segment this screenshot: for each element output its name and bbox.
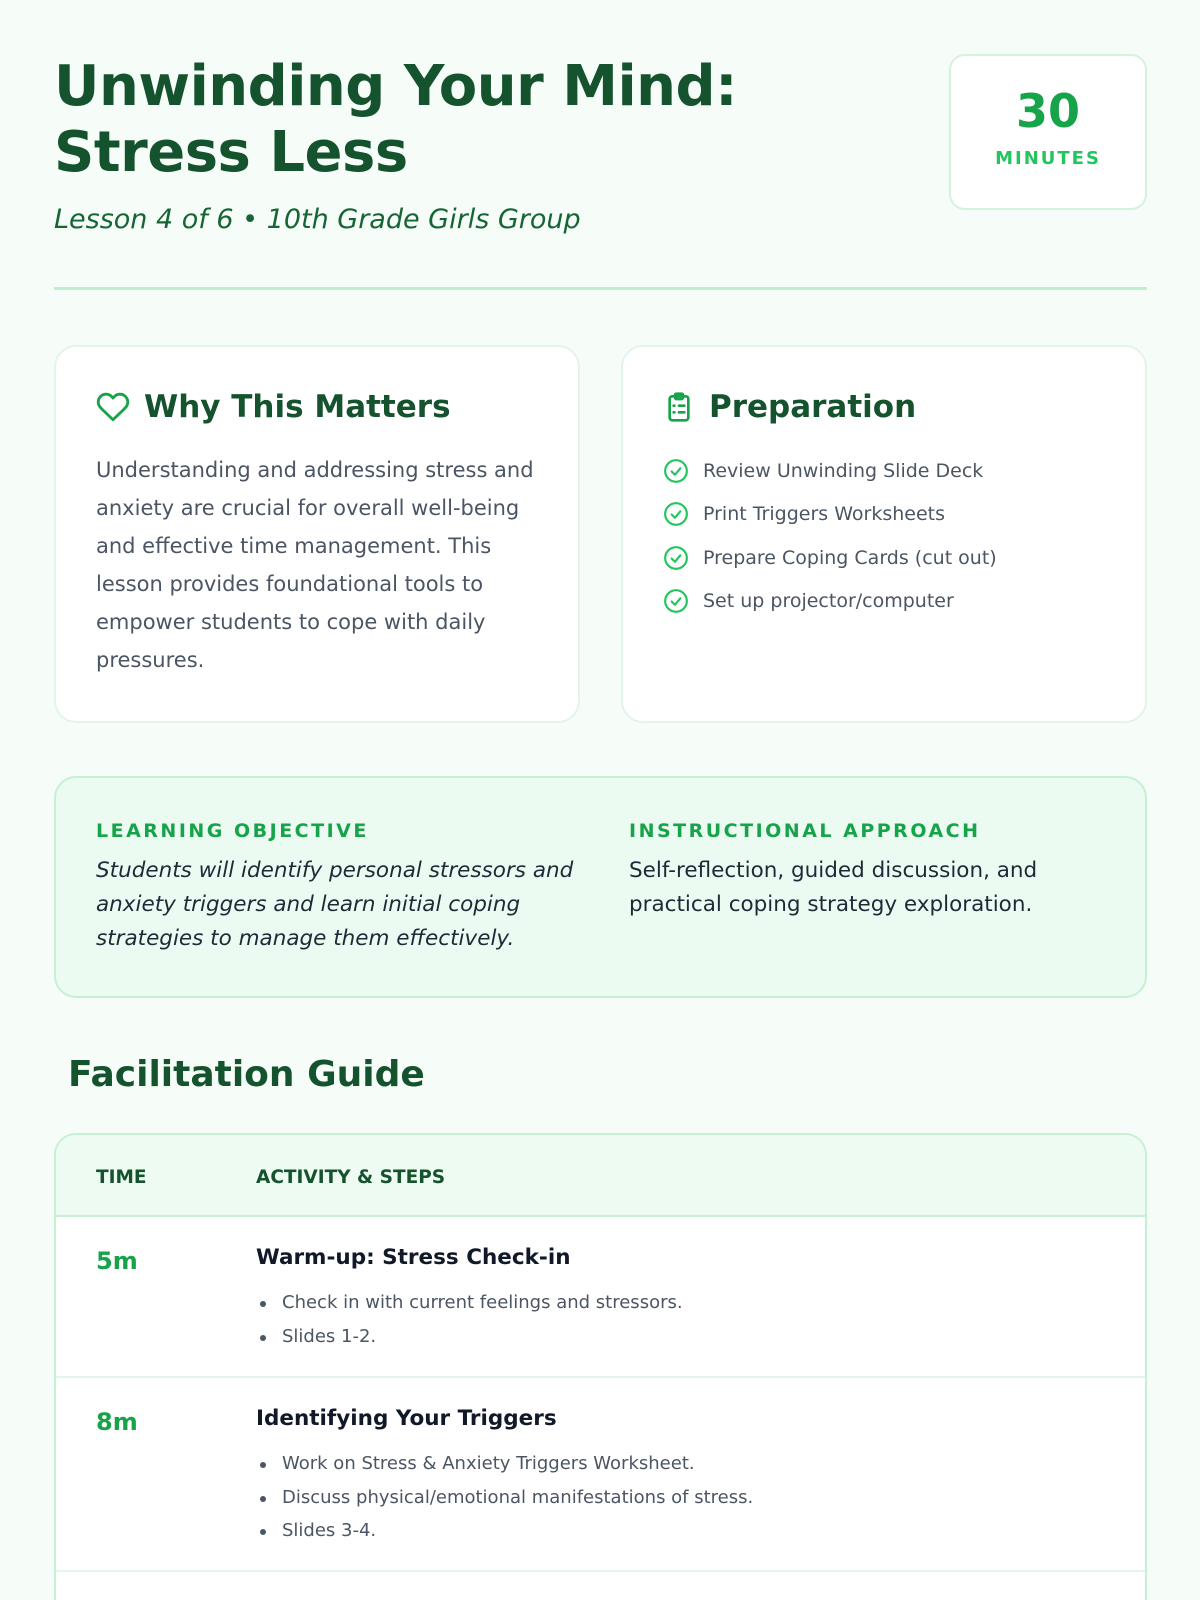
instructional-approach-label: INSTRUCTIONAL APPROACH: [629, 820, 981, 842]
check-circle-icon: [663, 545, 689, 571]
duration-badge: [949, 54, 1147, 210]
preparation-item-label: Prepare Coping Cards (cut out): [703, 546, 997, 569]
activity-step: Slides 1-2.: [256, 1320, 1145, 1354]
activity-title: Identifying Your Triggers: [256, 1406, 557, 1431]
column-header-time: TIME: [96, 1167, 147, 1188]
learning-objective-label: LEARNING OBJECTIVE: [96, 820, 369, 842]
header-divider: [54, 287, 1147, 290]
activity-step: Work on Stress & Anxiety Triggers Worksheet.: [256, 1447, 1145, 1481]
check-circle-icon: [663, 588, 689, 614]
activity-title: Warm-up: Stress Check-in: [256, 1245, 571, 1270]
preparation-card: [621, 345, 1147, 723]
duration-unit: MINUTES: [995, 148, 1101, 169]
why-card-title: Why This Matters: [144, 389, 451, 425]
row-activity: [256, 1378, 1145, 1548]
facilitation-table: [54, 1133, 1147, 1600]
preparation-item: [663, 580, 1105, 624]
row-time: 8m: [96, 1408, 138, 1436]
activity-steps: [256, 1447, 1145, 1548]
row-activity: [256, 1217, 1145, 1353]
column-header-activity: ACTIVITY & STEPS: [256, 1167, 446, 1188]
duration-value: 30: [1015, 84, 1080, 138]
table-row: [56, 1217, 1145, 1378]
preparation-item-label: Review Unwinding Slide Deck: [703, 459, 984, 482]
facilitation-guide-title: Facilitation Guide: [68, 1054, 425, 1095]
preparation-item-label: Print Triggers Worksheets: [703, 503, 945, 526]
table-header: [56, 1135, 1145, 1217]
preparation-card-title: Preparation: [709, 389, 917, 425]
preparation-card-header: [663, 389, 1105, 425]
info-cards: [54, 345, 1147, 723]
activity-steps: [256, 1286, 1145, 1353]
objective-panel: [54, 776, 1147, 998]
preparation-item: [663, 493, 1105, 537]
instructional-approach: [629, 820, 1089, 922]
heart-icon: [96, 390, 130, 424]
table-row: [56, 1378, 1145, 1572]
learning-objective-text: Students will identify personal stressors and anxiety triggers and learn initial coping strategies to manage them effectively.: [96, 858, 574, 951]
lesson-header: [54, 0, 1147, 290]
page-title: Unwinding Your Mind: Stress Less: [54, 54, 737, 185]
why-card-header: [96, 389, 538, 425]
check-circle-icon: [663, 458, 689, 484]
preparation-item-label: Set up projector/computer: [703, 590, 954, 613]
learning-objective: [96, 820, 576, 956]
lesson-page: [54, 0, 1147, 1541]
lesson-subtitle: Lesson 4 of 6 • 10th Grade Girls Group: [54, 204, 581, 235]
activity-step: Check in with current feelings and stressors.: [256, 1286, 1145, 1320]
check-circle-icon: [663, 501, 689, 527]
instructional-approach-text: Self-reflection, guided discussion, and practical coping strategy exploration.: [629, 858, 1038, 917]
why-card-text: Understanding and addressing stress and anxiety are crucial for overall well-being and effective time management. This lesson provides foundational tools to empower students to cope with daily pressures.: [96, 458, 534, 672]
activity-step: Discuss physical/emotional manifestations of stress.: [256, 1481, 1145, 1515]
row-time: 5m: [96, 1247, 138, 1275]
activity-step: Slides 3-4.: [256, 1514, 1145, 1548]
preparation-list: [663, 449, 1105, 623]
why-card: [54, 345, 580, 723]
clipboard-icon: [663, 390, 695, 424]
preparation-item: [663, 449, 1105, 493]
preparation-item: [663, 536, 1105, 580]
